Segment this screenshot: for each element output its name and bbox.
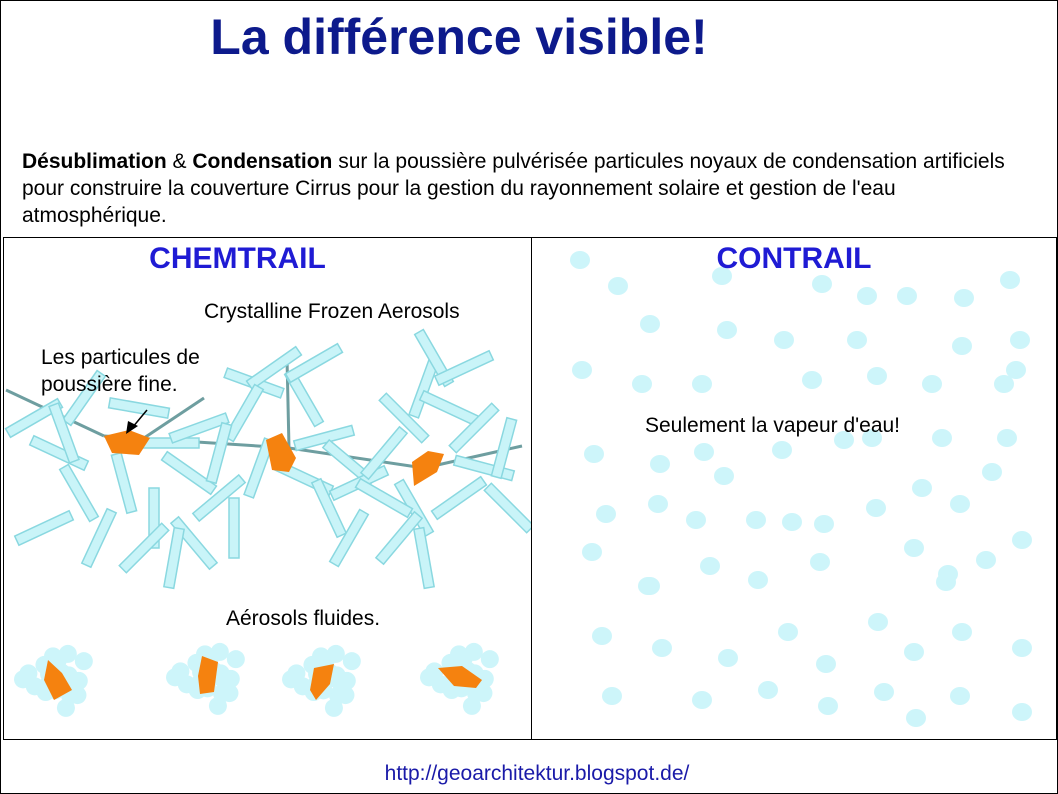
water-droplet-icon [997,429,1017,447]
water-droplet-icon [640,315,660,333]
dust-particles-label [41,344,200,398]
water-droplet-icon [652,639,672,657]
water-droplet-icon [608,277,628,295]
dust-particle-icon [266,433,296,472]
water-droplet-icon [952,623,972,641]
water-droplet-icon [772,441,792,459]
water-droplet-icon [1012,703,1032,721]
dust-particles-label-line1: Les particules de [41,346,200,369]
ice-crystal-icon [109,398,170,418]
ice-crystal-icon [420,391,479,425]
water-droplet-icon [782,513,802,531]
water-droplet-icon [1006,361,1026,379]
ice-crystal-icon [119,523,168,572]
water-droplet-icon [866,499,886,517]
ice-crystal-icon [206,423,231,484]
water-droplet-icon [338,672,356,690]
water-droplet-icon [904,643,924,661]
water-droplet-icon [950,687,970,705]
water-droplet-icon [282,670,300,688]
water-droplet-icon [75,652,93,670]
water-droplet-icon [922,375,942,393]
chemtrail-heading: CHEMTRAIL [149,242,326,275]
water-droplet-icon [717,321,737,339]
ice-crystal-icon [432,477,487,520]
water-droplet-icon [954,289,974,307]
water-droplet-icon [632,375,652,393]
intro-ampersand: & [166,150,193,173]
water-droplet-icon [602,687,622,705]
crystalline-frozen-aerosols-label: Crystalline Frozen Aerosols [204,300,460,323]
water-droplet-icon [714,467,734,485]
water-droplet-icon [938,565,958,583]
contrail-panel [531,237,1057,740]
fluid-aerosols-label: Aérosols fluides. [226,607,381,630]
water-droplet-icon [650,455,670,473]
water-droplet-icon [778,623,798,641]
water-droplet-icon [748,571,768,589]
water-droplet-icon [686,511,706,529]
water-droplet-icon [874,683,894,701]
water-droplet-icon [812,275,832,293]
water-droplet-icon [814,515,834,533]
water-droplet-icon [1010,331,1030,349]
ice-crystal-icon [111,453,136,514]
water-droplet-icon [912,479,932,497]
water-droplet-icon [222,670,240,688]
dust-particle-icon [104,430,150,455]
water-droplet-icon [582,543,602,561]
water-droplet-icon [950,495,970,513]
water-droplet-icon [718,649,738,667]
water-droplet-icon [818,697,838,715]
chemtrail-panel [3,237,532,740]
water-droplet-icon [868,613,888,631]
water-droplet-icon [648,495,668,513]
dust-particle-icon [412,451,444,486]
intro-term-desublimation: Désublimation [22,150,167,173]
water-droplet-icon [166,668,184,686]
water-droplet-icon [481,650,499,668]
water-droplet-icon [810,553,830,571]
ice-crystal-icon [229,498,239,558]
water-droplet-icon [847,331,867,349]
water-droplet-icon [1012,531,1032,549]
water-droplet-icon [592,627,612,645]
water-droplet-icon [746,511,766,529]
water-droplet-icon [952,337,972,355]
ice-crystal-icon [414,528,434,589]
water-droplet-icon [343,652,361,670]
water-droplet-icon [692,375,712,393]
water-droplet-icon [700,557,720,575]
water-droplet-icon [982,463,1002,481]
water-droplet-icon [867,367,887,385]
water-droplet-icon [692,691,712,709]
water-vapour-label: Seulement la vapeur d'eau! [645,414,901,437]
contrail-heading: CONTRAIL [716,242,872,275]
water-droplet-icon [906,709,926,727]
water-droplet-icon [758,681,778,699]
water-droplet-icon [932,429,952,447]
water-droplet-icon [694,443,714,461]
water-droplet-icon [904,539,924,557]
water-droplet-icon [897,287,917,305]
water-droplet-icon [1012,639,1032,657]
water-droplet-icon [420,668,438,686]
water-droplet-icon [227,650,245,668]
water-droplet-icon [70,672,88,690]
water-droplet-icon [857,287,877,305]
water-droplet-icon [774,331,794,349]
water-droplet-icon [596,505,616,523]
slide-title: La différence visible! [210,9,708,65]
water-droplet-icon [640,577,660,595]
ice-crystal-icon [225,385,264,442]
ice-crystal-icon [484,483,531,532]
water-droplet-icon [572,361,592,379]
water-droplet-icon [14,670,32,688]
footer-url-link[interactable]: http://geoarchitektur.blogspot.de/ [384,762,690,785]
water-droplet-icon [584,445,604,463]
ice-crystal-icon [15,511,74,545]
intro-term-condensation: Condensation [192,150,333,173]
ice-crystal-icon [164,528,184,589]
contrail-illustration [532,238,1056,739]
water-droplet-icon [816,655,836,673]
intro-paragraph [22,148,1022,229]
water-droplet-icon [802,371,822,389]
ice-crystal-icon [30,436,89,470]
dust-particles-label-line2: poussière fine. [41,373,178,396]
water-droplet-icon [976,551,996,569]
intro-text: sur la poussière pulvérisée particules noyaux de condensation artificiels pour construire la couverture Cirrus pour la gestion du rayonnement solaire et gestion de l'eau atmosphérique. [22,150,1005,227]
